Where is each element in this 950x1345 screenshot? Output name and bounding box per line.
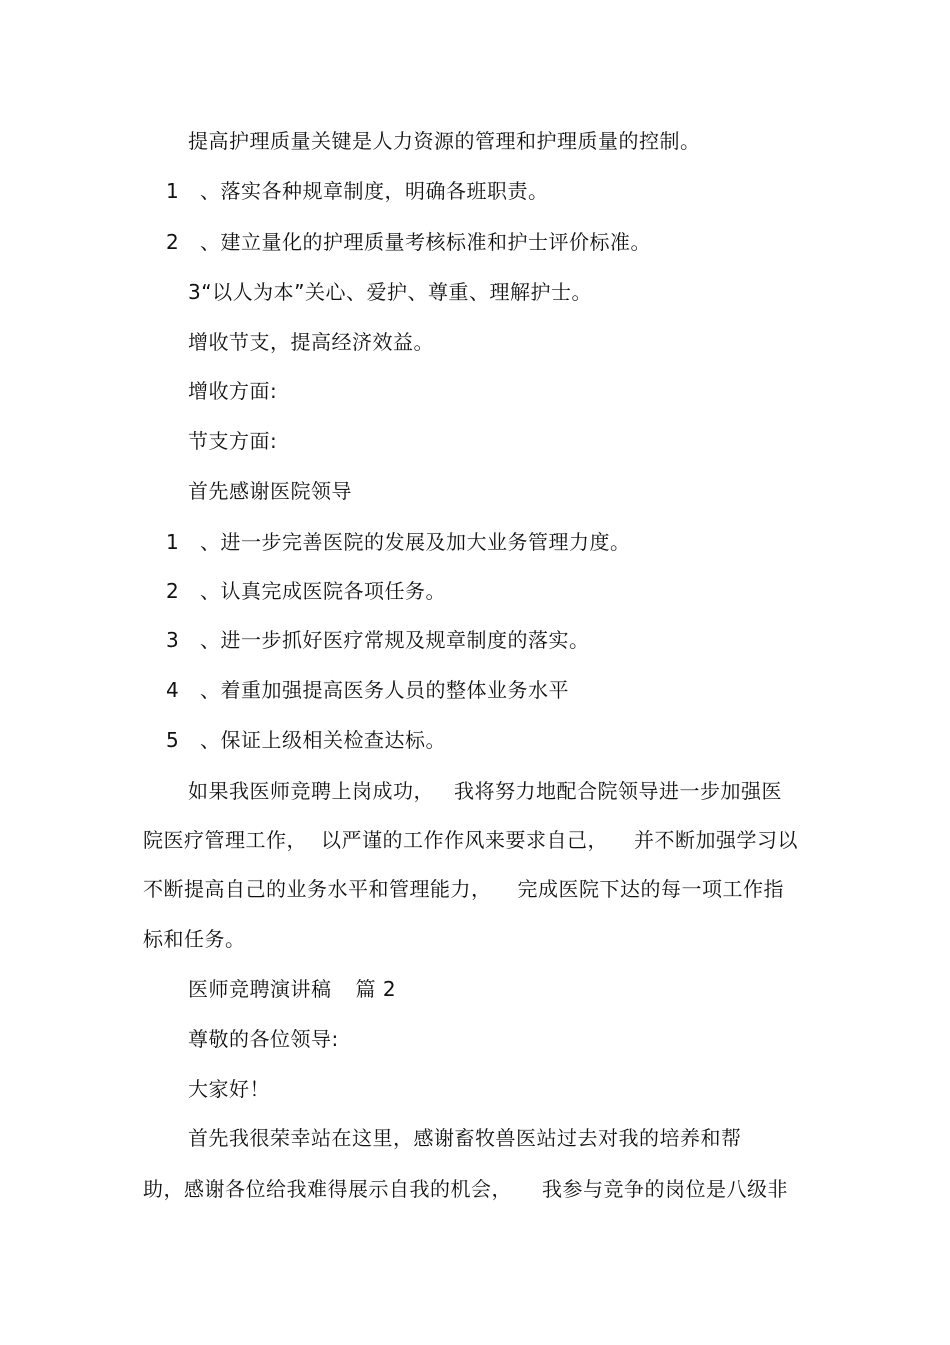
heading-title: 医师竞聘演讲稿 bbox=[188, 977, 332, 1001]
greeting-line bbox=[188, 1025, 339, 1053]
text-line bbox=[188, 427, 277, 455]
line-text: 大家好！ bbox=[188, 1077, 270, 1101]
greeting-line bbox=[188, 1075, 270, 1103]
line-text: 以严谨的工作作风来要求自己， bbox=[321, 828, 608, 852]
line-text: 提高护理质量关键是人力资源的管理和护理质量的控制。 bbox=[188, 129, 701, 153]
list-item bbox=[166, 577, 446, 605]
line-text: 不断提高自己的业务水平和管理能力， bbox=[143, 877, 492, 901]
list-number: 3 bbox=[166, 628, 180, 652]
line-text: 尊敬的各位领导: bbox=[188, 1027, 339, 1051]
line-text: 、认真完成医院各项任务。 bbox=[200, 579, 446, 603]
line-text: 、保证上级相关检查达标。 bbox=[200, 728, 446, 752]
list-number: 5 bbox=[166, 728, 180, 752]
line-text: 并不断加强学习以 bbox=[634, 828, 798, 852]
list-item bbox=[166, 626, 590, 654]
line-text: 完成医院下达的每一项工作指 bbox=[517, 877, 784, 901]
paragraph-line bbox=[188, 1124, 742, 1152]
list-number: 2 bbox=[166, 230, 180, 254]
list-number: 1 bbox=[166, 179, 180, 203]
list-item bbox=[166, 726, 446, 754]
line-text: 增收方面: bbox=[188, 379, 278, 403]
text-line bbox=[188, 377, 277, 405]
line-text: 助，感谢各位给我难得展示自我的机会， bbox=[143, 1177, 512, 1201]
line-text: 、进一步抓好医疗常规及规章制度的落实。 bbox=[200, 628, 590, 652]
line-text: 节支方面: bbox=[188, 429, 278, 453]
line-text: 我将努力地配合院领导进一步加强医 bbox=[454, 779, 782, 803]
line-text: 首先我很荣幸站在这里，感谢畜牧兽医站过去对我的培养和帮 bbox=[188, 1126, 742, 1150]
list-item bbox=[166, 228, 651, 256]
list-number: 1 bbox=[166, 530, 180, 554]
line-text: 我参与竞争的岗位是八级非 bbox=[542, 1177, 788, 1201]
paragraph-line bbox=[143, 826, 798, 854]
line-text: 、建立量化的护理质量考核标准和护士评价标准。 bbox=[200, 230, 651, 254]
paragraph-line bbox=[143, 1175, 788, 1203]
list-item bbox=[166, 528, 631, 556]
paragraph-line bbox=[143, 875, 784, 903]
line-text: 增收节支，提高经济效益。 bbox=[188, 330, 434, 354]
text-line bbox=[188, 278, 592, 306]
text-line bbox=[188, 328, 434, 356]
section-heading bbox=[188, 975, 396, 1003]
line-text: 院医疗管理工作， bbox=[143, 828, 307, 852]
line-text: 3“以人为本”关心、爱护、尊重、理解护士。 bbox=[188, 280, 592, 304]
line-text: 标和任务。 bbox=[143, 927, 246, 951]
text-line bbox=[188, 127, 701, 155]
line-text: 、进一步完善医院的发展及加大业务管理力度。 bbox=[200, 530, 631, 554]
paragraph-line bbox=[188, 777, 782, 805]
text-line bbox=[188, 477, 352, 505]
list-number: 4 bbox=[166, 678, 180, 702]
line-text: 、落实各种规章制度，明确各班职责。 bbox=[200, 179, 549, 203]
heading-part: 篇 2 bbox=[355, 977, 397, 1001]
list-number: 2 bbox=[166, 579, 180, 603]
line-text: 首先感谢医院领导 bbox=[188, 479, 352, 503]
list-item bbox=[166, 676, 569, 704]
line-text: 如果我医师竞聘上岗成功， bbox=[188, 779, 434, 803]
paragraph-line bbox=[143, 925, 246, 953]
list-item bbox=[166, 177, 549, 205]
line-text: 、着重加强提高医务人员的整体业务水平 bbox=[200, 678, 569, 702]
